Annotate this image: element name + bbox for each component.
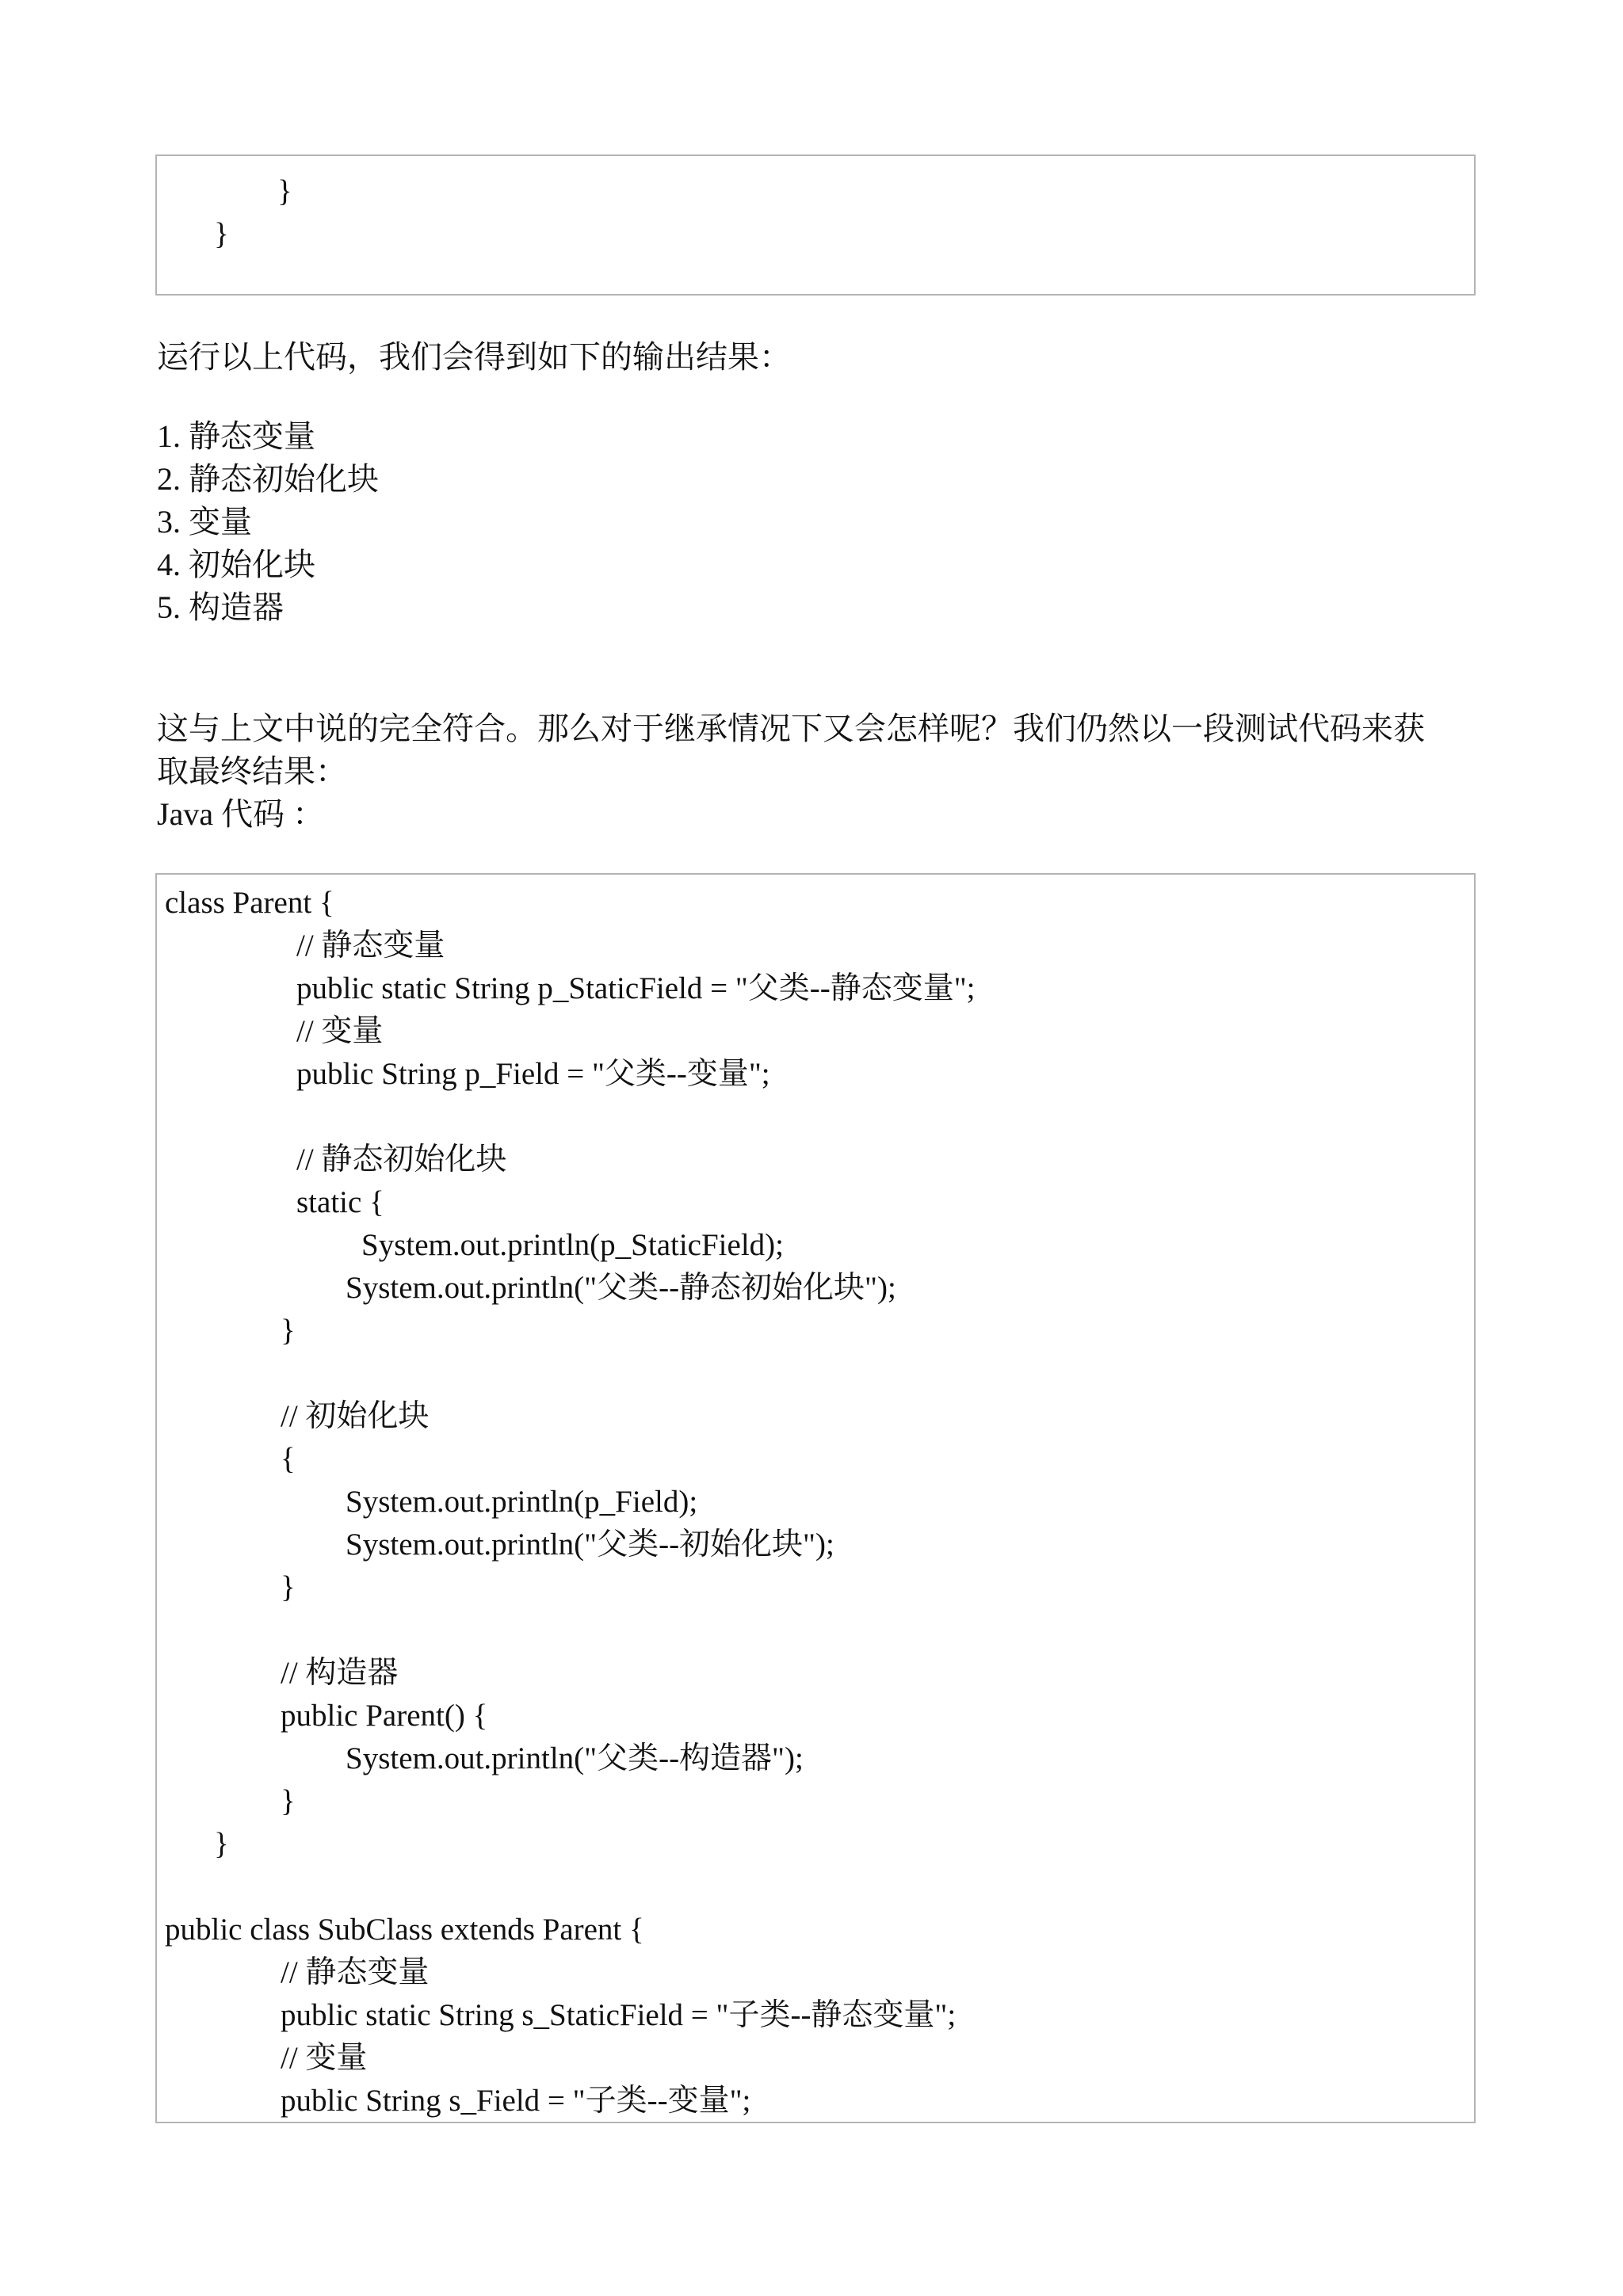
paragraph-line: 这与上文中说的完全符合。那么对于继承情况下又会怎样呢？我们仍然以一段测试代码来获: [157, 711, 1425, 746]
code-line: // 静态变量: [296, 929, 445, 963]
code-line: }: [277, 174, 292, 208]
list-item: 5. 构造器: [157, 589, 284, 625]
code-line: System.out.println("父类--构造器");: [346, 1741, 804, 1775]
code-line: public String p_Field = "父类--变量";: [296, 1057, 770, 1091]
code-line: public String s_Field = "子类--变量";: [281, 2084, 751, 2118]
list-item: 1. 静态变量: [157, 418, 315, 454]
list-item: 3. 变量: [157, 504, 252, 540]
code-line: }: [214, 1827, 229, 1861]
code-line: System.out.println(p_StaticField);: [361, 1228, 784, 1262]
code-line: public static String s_StaticField = "子类--静态变量";: [281, 1998, 957, 2032]
code-line: class Parent {: [165, 886, 334, 920]
code-line: // 初始化块: [281, 1399, 430, 1433]
code-line: public Parent() {: [281, 1699, 488, 1733]
code-label: Java 代码 ：: [157, 796, 325, 832]
code-line: }: [281, 1570, 296, 1604]
code-block-continuation: [155, 154, 1476, 296]
intro-text: 运行以上代码，我们会得到如下的输出结果：: [157, 339, 791, 375]
code-line: // 静态初始化块: [296, 1142, 507, 1177]
code-line: System.out.println("父类--初始化块");: [346, 1527, 834, 1562]
paragraph-line: 取最终结果：: [157, 753, 347, 789]
code-line: System.out.println(p_Field);: [346, 1485, 698, 1519]
code-line: {: [281, 1442, 296, 1476]
code-line: }: [281, 1314, 296, 1348]
list-item: 2. 静态初始化块: [157, 461, 379, 497]
code-line: static {: [296, 1185, 384, 1219]
code-line: // 构造器: [281, 1656, 399, 1690]
code-line: public class SubClass extends Parent {: [165, 1913, 644, 1947]
code-line: // 静态变量: [281, 1955, 430, 1989]
code-line: }: [214, 217, 229, 251]
code-line: // 变量: [296, 1014, 384, 1048]
code-line: // 变量: [281, 2041, 368, 2075]
code-line: public static String p_StaticField = "父类--静态变量";: [296, 971, 976, 1005]
code-line: }: [281, 1784, 296, 1818]
code-line: System.out.println("父类--静态初始化块");: [346, 1271, 896, 1305]
code-block: [155, 873, 1476, 2123]
list-item: 4. 初始化块: [157, 547, 315, 582]
